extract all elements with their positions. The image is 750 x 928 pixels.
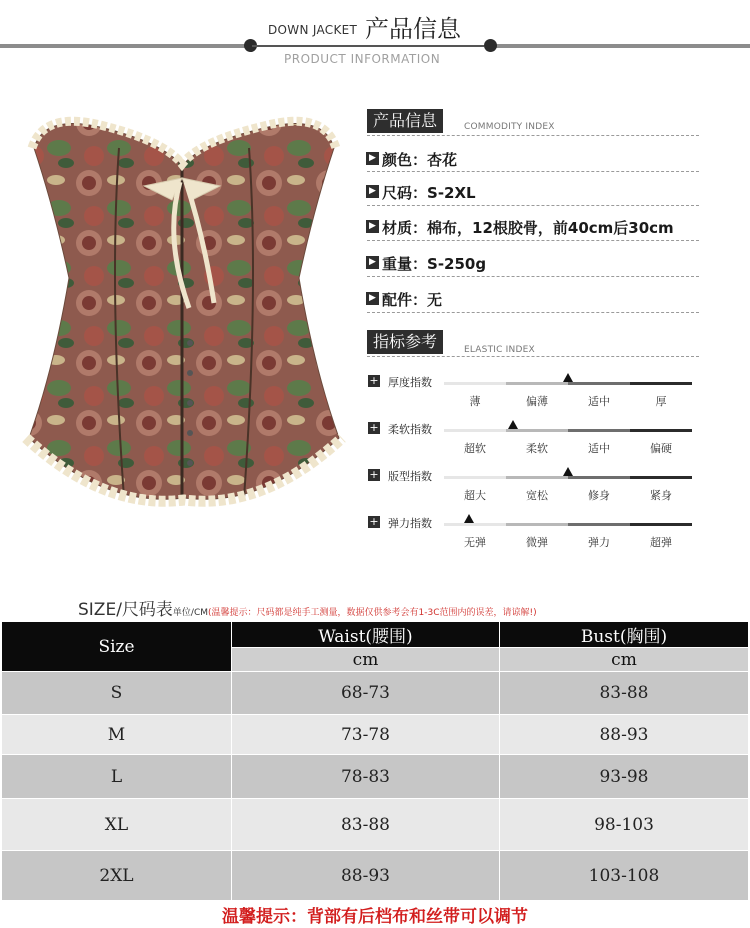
info-label: 尺码： (382, 184, 428, 202)
indicator-segment (444, 476, 506, 479)
size-chart-note: (温馨提示：尺码都是纯手工测量，数据仅供参考会有1-3C范围内的误差，请谅解!) (208, 608, 537, 618)
info-label: 配件： (382, 291, 428, 309)
cell-bust: 93-98 (500, 755, 749, 799)
bullet-icon: ▶ (366, 256, 379, 269)
unit-bust: cm (500, 648, 749, 672)
cell-bust: 83-88 (500, 672, 749, 715)
cell-bust: 98-103 (500, 799, 749, 851)
cell-size: 2XL (2, 851, 232, 901)
info-label: 颜色： (382, 151, 428, 169)
divider (367, 135, 699, 136)
indicator-option: 超弹 (650, 536, 672, 549)
indicator-row (368, 423, 698, 459)
indicator-segment (506, 429, 568, 432)
indicator-label: 柔软指数 (388, 423, 432, 436)
indicator-label: 弹力指数 (388, 517, 432, 530)
indicator-segment (568, 429, 630, 432)
info-value: 杏花 (427, 151, 458, 169)
header-line-right (490, 44, 750, 48)
table-row (2, 851, 749, 901)
col-header-bust: Bust(胸围) (500, 622, 749, 648)
info-value: 无 (427, 291, 443, 309)
cell-size: XL (2, 799, 232, 851)
indicator-segment (506, 476, 568, 479)
indicator-segment (506, 523, 568, 526)
elastic-title: 指标参考 (367, 330, 443, 354)
indicator-option: 宽松 (526, 489, 548, 502)
header-title-en: DOWN JACKET (268, 23, 358, 37)
indicator-option: 偏薄 (526, 395, 548, 408)
indicator-marker (508, 420, 518, 429)
info-value: S-2XL (427, 184, 476, 202)
table-row (2, 755, 749, 799)
info-value: S-250g (427, 255, 487, 273)
header-dot-right (484, 39, 497, 52)
commodity-title: 产品信息 (367, 109, 443, 133)
indicator-row (368, 517, 698, 553)
table-row (2, 672, 749, 715)
header-subtitle: PRODUCT INFORMATION (284, 52, 441, 66)
indicator-segment (444, 382, 506, 385)
size-chart-heading: SIZE/尺码表 (78, 600, 173, 620)
cell-bust: 103-108 (500, 851, 749, 901)
divider (367, 356, 699, 357)
plus-icon: + (369, 421, 379, 434)
info-value: 棉布，12根胶骨，前40cm后30cm (427, 219, 674, 237)
indicator-option: 紧身 (650, 489, 672, 502)
divider (367, 205, 699, 206)
info-row-color (366, 149, 457, 170)
info-row-size (366, 182, 476, 203)
indicator-segment (444, 523, 506, 526)
cell-bust: 88-93 (500, 715, 749, 755)
bullet-icon: ▶ (366, 220, 379, 233)
indicator-segment (630, 382, 692, 385)
indicator-segment (444, 429, 506, 432)
indicator-label: 版型指数 (388, 470, 432, 483)
indicator-option: 厚 (655, 395, 667, 408)
header-line-mid (252, 45, 484, 47)
indicator-option: 超大 (464, 489, 486, 502)
indicator-segment (630, 429, 692, 432)
bullet-icon: ▶ (366, 292, 379, 305)
cell-waist: 78-83 (232, 755, 500, 799)
info-row-accessory (366, 289, 442, 310)
info-label: 重量： (382, 255, 428, 273)
col-header-size: Size (2, 622, 232, 672)
commodity-subtitle: COMMODITY INDEX (464, 122, 555, 132)
indicator-option: 微弹 (526, 536, 548, 549)
header-line-left (0, 44, 252, 48)
table-row (2, 799, 749, 851)
indicator-option: 柔软 (526, 442, 548, 455)
indicator-option: 无弹 (464, 536, 486, 549)
indicator-marker (563, 467, 573, 476)
bullet-icon: ▶ (366, 185, 379, 198)
indicator-row (368, 470, 698, 506)
table-row (2, 715, 749, 755)
indicator-option: 偏硬 (650, 442, 672, 455)
indicator-option: 薄 (469, 395, 481, 408)
divider (367, 276, 699, 277)
size-table (1, 621, 749, 901)
plus-icon: + (369, 515, 379, 528)
cell-waist: 88-93 (232, 851, 500, 901)
indicator-row (368, 376, 698, 412)
indicator-label: 厚度指数 (388, 376, 432, 389)
indicator-segment (568, 476, 630, 479)
product-image (14, 108, 354, 553)
col-header-waist: Waist(腰围) (232, 622, 500, 648)
indicator-marker (464, 514, 474, 523)
bullet-icon: ▶ (366, 152, 379, 165)
cell-waist: 83-88 (232, 799, 500, 851)
divider (367, 171, 699, 172)
divider (367, 312, 699, 313)
info-label: 材质： (382, 219, 428, 237)
cell-size: M (2, 715, 232, 755)
indicator-segment (630, 476, 692, 479)
indicator-segment (506, 382, 568, 385)
info-row-weight (366, 253, 486, 274)
elastic-subtitle: ELASTIC INDEX (464, 345, 535, 355)
indicator-option: 弹力 (588, 536, 610, 549)
unit-waist: cm (232, 648, 500, 672)
indicator-segment (568, 382, 630, 385)
header-title-cn: 产品信息 (365, 15, 461, 43)
info-row-material (366, 217, 674, 238)
cell-waist: 73-78 (232, 715, 500, 755)
indicator-option: 适中 (588, 395, 610, 408)
cell-size: S (2, 672, 232, 715)
size-chart-title (78, 595, 537, 620)
indicator-option: 超软 (464, 442, 486, 455)
cell-waist: 68-73 (232, 672, 500, 715)
plus-icon: + (369, 374, 379, 387)
divider (367, 240, 699, 241)
plus-icon: + (369, 468, 379, 481)
bottom-tip: 温馨提示：背部有后档布和丝带可以调节 (222, 907, 528, 927)
indicator-option: 适中 (588, 442, 610, 455)
cell-size: L (2, 755, 232, 799)
indicator-segment (630, 523, 692, 526)
indicator-segment (568, 523, 630, 526)
indicator-option: 修身 (588, 489, 610, 502)
size-chart-unit: 单位/CM (172, 608, 209, 618)
indicator-marker (563, 373, 573, 382)
